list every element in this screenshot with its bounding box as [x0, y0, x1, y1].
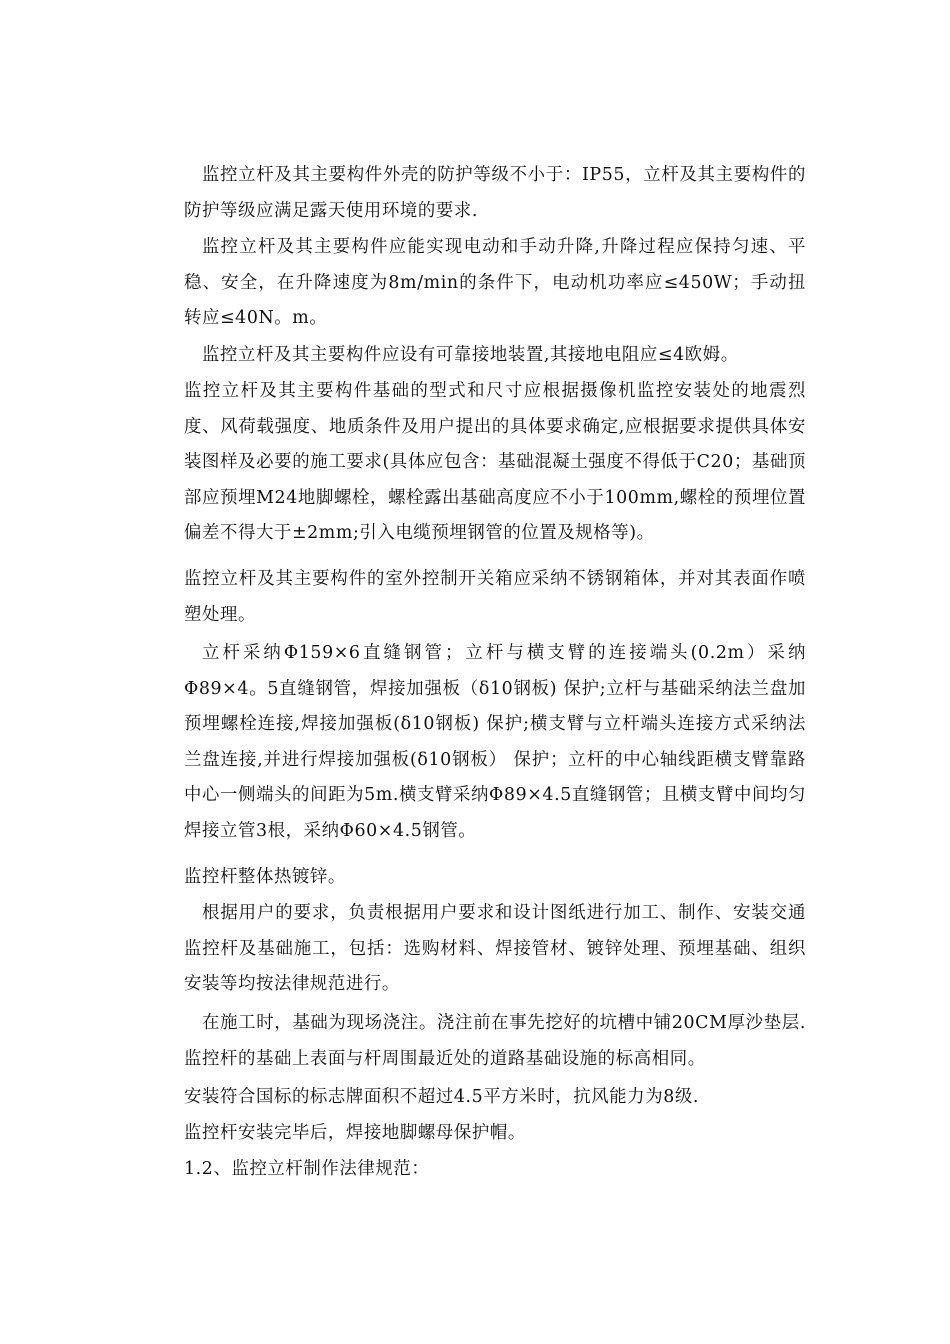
paragraph-wind-resistance: 安装符合国标的标志牌面积不超过4.5平方米时，抗风能力为8级. [184, 1087, 700, 1107]
paragraph-pole-spec: 立杆采纳Φ159×6直缝钢管；立杆与横支臂的连接端头(0.2m）采纳Φ89×4。5直缝钢管，焊接加强板（δ10钢板) 保护;立杆与基础采纳法兰盘加预埋螺栓连接,焊接加强板(δ10钢板) 保护;横支臂与立杆端头连接方式采纳法兰盘连接,并进行焊接加强板(δ10钢板） 保护；立杆的中心轴线距横支臂靠路中心一侧端头的间距为5m.横支臂采纳Φ89×4.5直缝钢管；且横支臂中间均匀焊接立管3根，采纳Φ60×4.5钢管。 [184, 643, 806, 841]
paragraph-pouring: 在施工时，基础为现场浇注。浇注前在事先挖好的坑槽中铺20CM厚沙垫层.监控杆的基础上表面与杆周围最近处的道路基础设施的标高相同。 [184, 1013, 806, 1069]
section-heading-1-2: 1.2、监控立杆制作法律规范： [184, 1159, 430, 1179]
paragraph-lifting: 监控立杆及其主要构件应能实现电动和手动升降,升降过程应保持匀速、平稳、安全，在升降速度为8m/min的条件下，电动机功率应≤450W；手动扭转应≤40N。m。 [184, 237, 806, 329]
paragraph-foundation: 监控立杆及其主要构件基础的型式和尺寸应根据摄像机监控安装处的地震烈度、风荷载强度、地质条件及用户提出的具体要求确定,应根据要求提供具体安装图样及必要的施工要求(具体应包含：基础混凝土强度不得低于C20；基础顶部应预埋M24地脚螺栓，螺栓露出基础高度应不小于100mm,螺栓的预埋位置偏差不得大于±2mm;引入电缆预埋钢管的位置及规格等)。 [184, 381, 806, 544]
paragraph-protection-grade: 监控立杆及其主要构件外壳的防护等级不小于：IP55，立杆及其主要构件的防护等级应满足露天使用环境的要求. [184, 165, 806, 221]
paragraph-construction-scope: 根据用户的要求，负责根据用户要求和设计图纸进行加工、制作、安装交通监控杆及基础施工，包括：选购材料、焊接管材、镀锌处理、预埋基础、组织安装等均按法律规范进行。 [184, 903, 806, 995]
paragraph-protective-cap: 监控杆安装完毕后，焊接地脚螺母保护帽。 [184, 1123, 526, 1143]
paragraph-switch-box: 监控立杆及其主要构件的室外控制开关箱应采纳不锈钢箱体，并对其表面作喷塑处理。 [184, 569, 806, 625]
paragraph-grounding: 监控立杆及其主要构件应设有可靠接地装置,其接地电阻应≤4欧姆。 [202, 345, 739, 365]
paragraph-galvanizing: 监控杆整体热镀锌。 [184, 867, 346, 887]
